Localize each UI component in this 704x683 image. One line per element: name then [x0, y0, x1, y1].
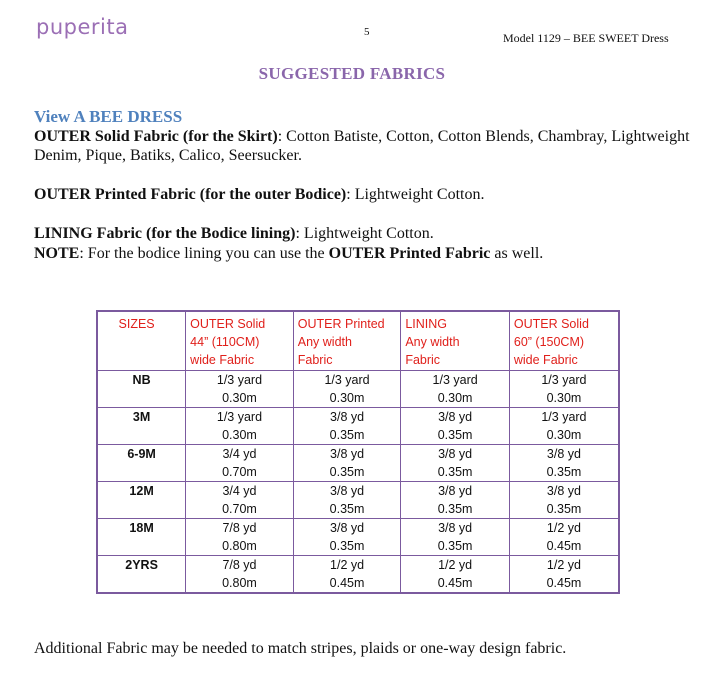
- table-row: [97, 445, 619, 482]
- header-outer-solid-44: OUTER Solid 44” (110CM) wide Fabric: [186, 311, 294, 371]
- amount-cell: 1/2 yd 0.45m: [509, 519, 619, 556]
- note-text-2: as well.: [490, 244, 544, 262]
- size-cell: 12M: [97, 482, 186, 519]
- table-row: [97, 408, 619, 445]
- amount-cell: 3/8 yd 0.35m: [293, 519, 401, 556]
- amount-cell: 1/3 yard 0.30m: [186, 408, 294, 445]
- amount-cell: 3/8 yd 0.35m: [401, 482, 510, 519]
- outer-solid-text: : Cotton Batiste, Cotton, Cotton Blends, Chambray, Lightweight Denim, Pique, Batiks, Calico, Seersucker.: [34, 127, 690, 164]
- amount-cell: 3/8 yd 0.35m: [401, 519, 510, 556]
- amount-cell: 1/2 yd 0.45m: [509, 556, 619, 594]
- amount-cell: 7/8 yd 0.80m: [186, 519, 294, 556]
- note-paragraph: [34, 244, 694, 264]
- amount-cell: 1/2 yd 0.45m: [401, 556, 510, 594]
- amount-cell: 3/8 yd 0.35m: [509, 482, 619, 519]
- amount-cell: 3/8 yd 0.35m: [293, 445, 401, 482]
- page-number: 5: [364, 26, 370, 38]
- outer-printed-text: : Lightweight Cotton.: [346, 186, 485, 203]
- size-cell: 2YRS: [97, 556, 186, 594]
- fabric-requirements-table: [96, 310, 620, 594]
- amount-cell: 3/8 yd 0.35m: [293, 408, 401, 445]
- lining-label: LINING Fabric (for the Bodice lining): [34, 225, 296, 242]
- view-title: View A BEE DRESS: [34, 107, 183, 126]
- outer-solid-label: OUTER Solid Fabric (for the Skirt): [34, 127, 278, 145]
- amount-cell: 3/4 yd 0.70m: [186, 445, 294, 482]
- header-outer-solid-60: OUTER Solid 60” (150CM) wide Fabric: [509, 311, 619, 371]
- size-cell: 6-9M: [97, 445, 186, 482]
- model-title: Model 1129 – BEE SWEET Dress: [503, 31, 669, 45]
- amount-cell: 1/2 yd 0.45m: [293, 556, 401, 594]
- lining-text: : Lightweight Cotton.: [295, 225, 434, 242]
- size-cell: 3M: [97, 408, 186, 445]
- footer-note: Additional Fabric may be needed to match stripes, plaids or one-way design fabric.: [34, 640, 567, 657]
- note-bold: OUTER Printed Fabric: [328, 244, 491, 262]
- lining-paragraph: [34, 224, 694, 244]
- outer-printed-label: OUTER Printed Fabric (for the outer Bodice): [34, 186, 347, 203]
- table-row: [97, 519, 619, 556]
- size-cell: 18M: [97, 519, 186, 556]
- table-row: [97, 556, 619, 594]
- table-row: [97, 482, 619, 519]
- amount-cell: 1/3 yard 0.30m: [401, 371, 510, 408]
- header-sizes: SIZES: [97, 311, 186, 371]
- amount-cell: 1/3 yard 0.30m: [293, 371, 401, 408]
- amount-cell: 1/3 yard 0.30m: [509, 371, 619, 408]
- note-text-1: : For the bodice lining you can use the: [79, 244, 329, 262]
- note-label: NOTE: [34, 244, 80, 262]
- amount-cell: 7/8 yd 0.80m: [186, 556, 294, 594]
- outer-solid-paragraph: [34, 127, 694, 166]
- amount-cell: 3/8 yd 0.35m: [401, 408, 510, 445]
- amount-cell: 3/8 yd 0.35m: [293, 482, 401, 519]
- fabric-description: [34, 107, 694, 263]
- size-cell: NB: [97, 371, 186, 408]
- amount-cell: 1/3 yard 0.30m: [186, 371, 294, 408]
- outer-printed-paragraph: [34, 185, 694, 205]
- amount-cell: 1/3 yard 0.30m: [509, 408, 619, 445]
- header-lining: LINING Any width Fabric: [401, 311, 510, 371]
- header-outer-printed: OUTER Printed Any width Fabric: [293, 311, 401, 371]
- section-title: SUGGESTED FABRICS: [258, 64, 446, 83]
- table-header-row: [97, 311, 619, 371]
- table-row: [97, 371, 619, 408]
- amount-cell: 3/8 yd 0.35m: [401, 445, 510, 482]
- amount-cell: 3/4 yd 0.70m: [186, 482, 294, 519]
- brand-logo: puperita: [36, 15, 129, 39]
- amount-cell: 3/8 yd 0.35m: [509, 445, 619, 482]
